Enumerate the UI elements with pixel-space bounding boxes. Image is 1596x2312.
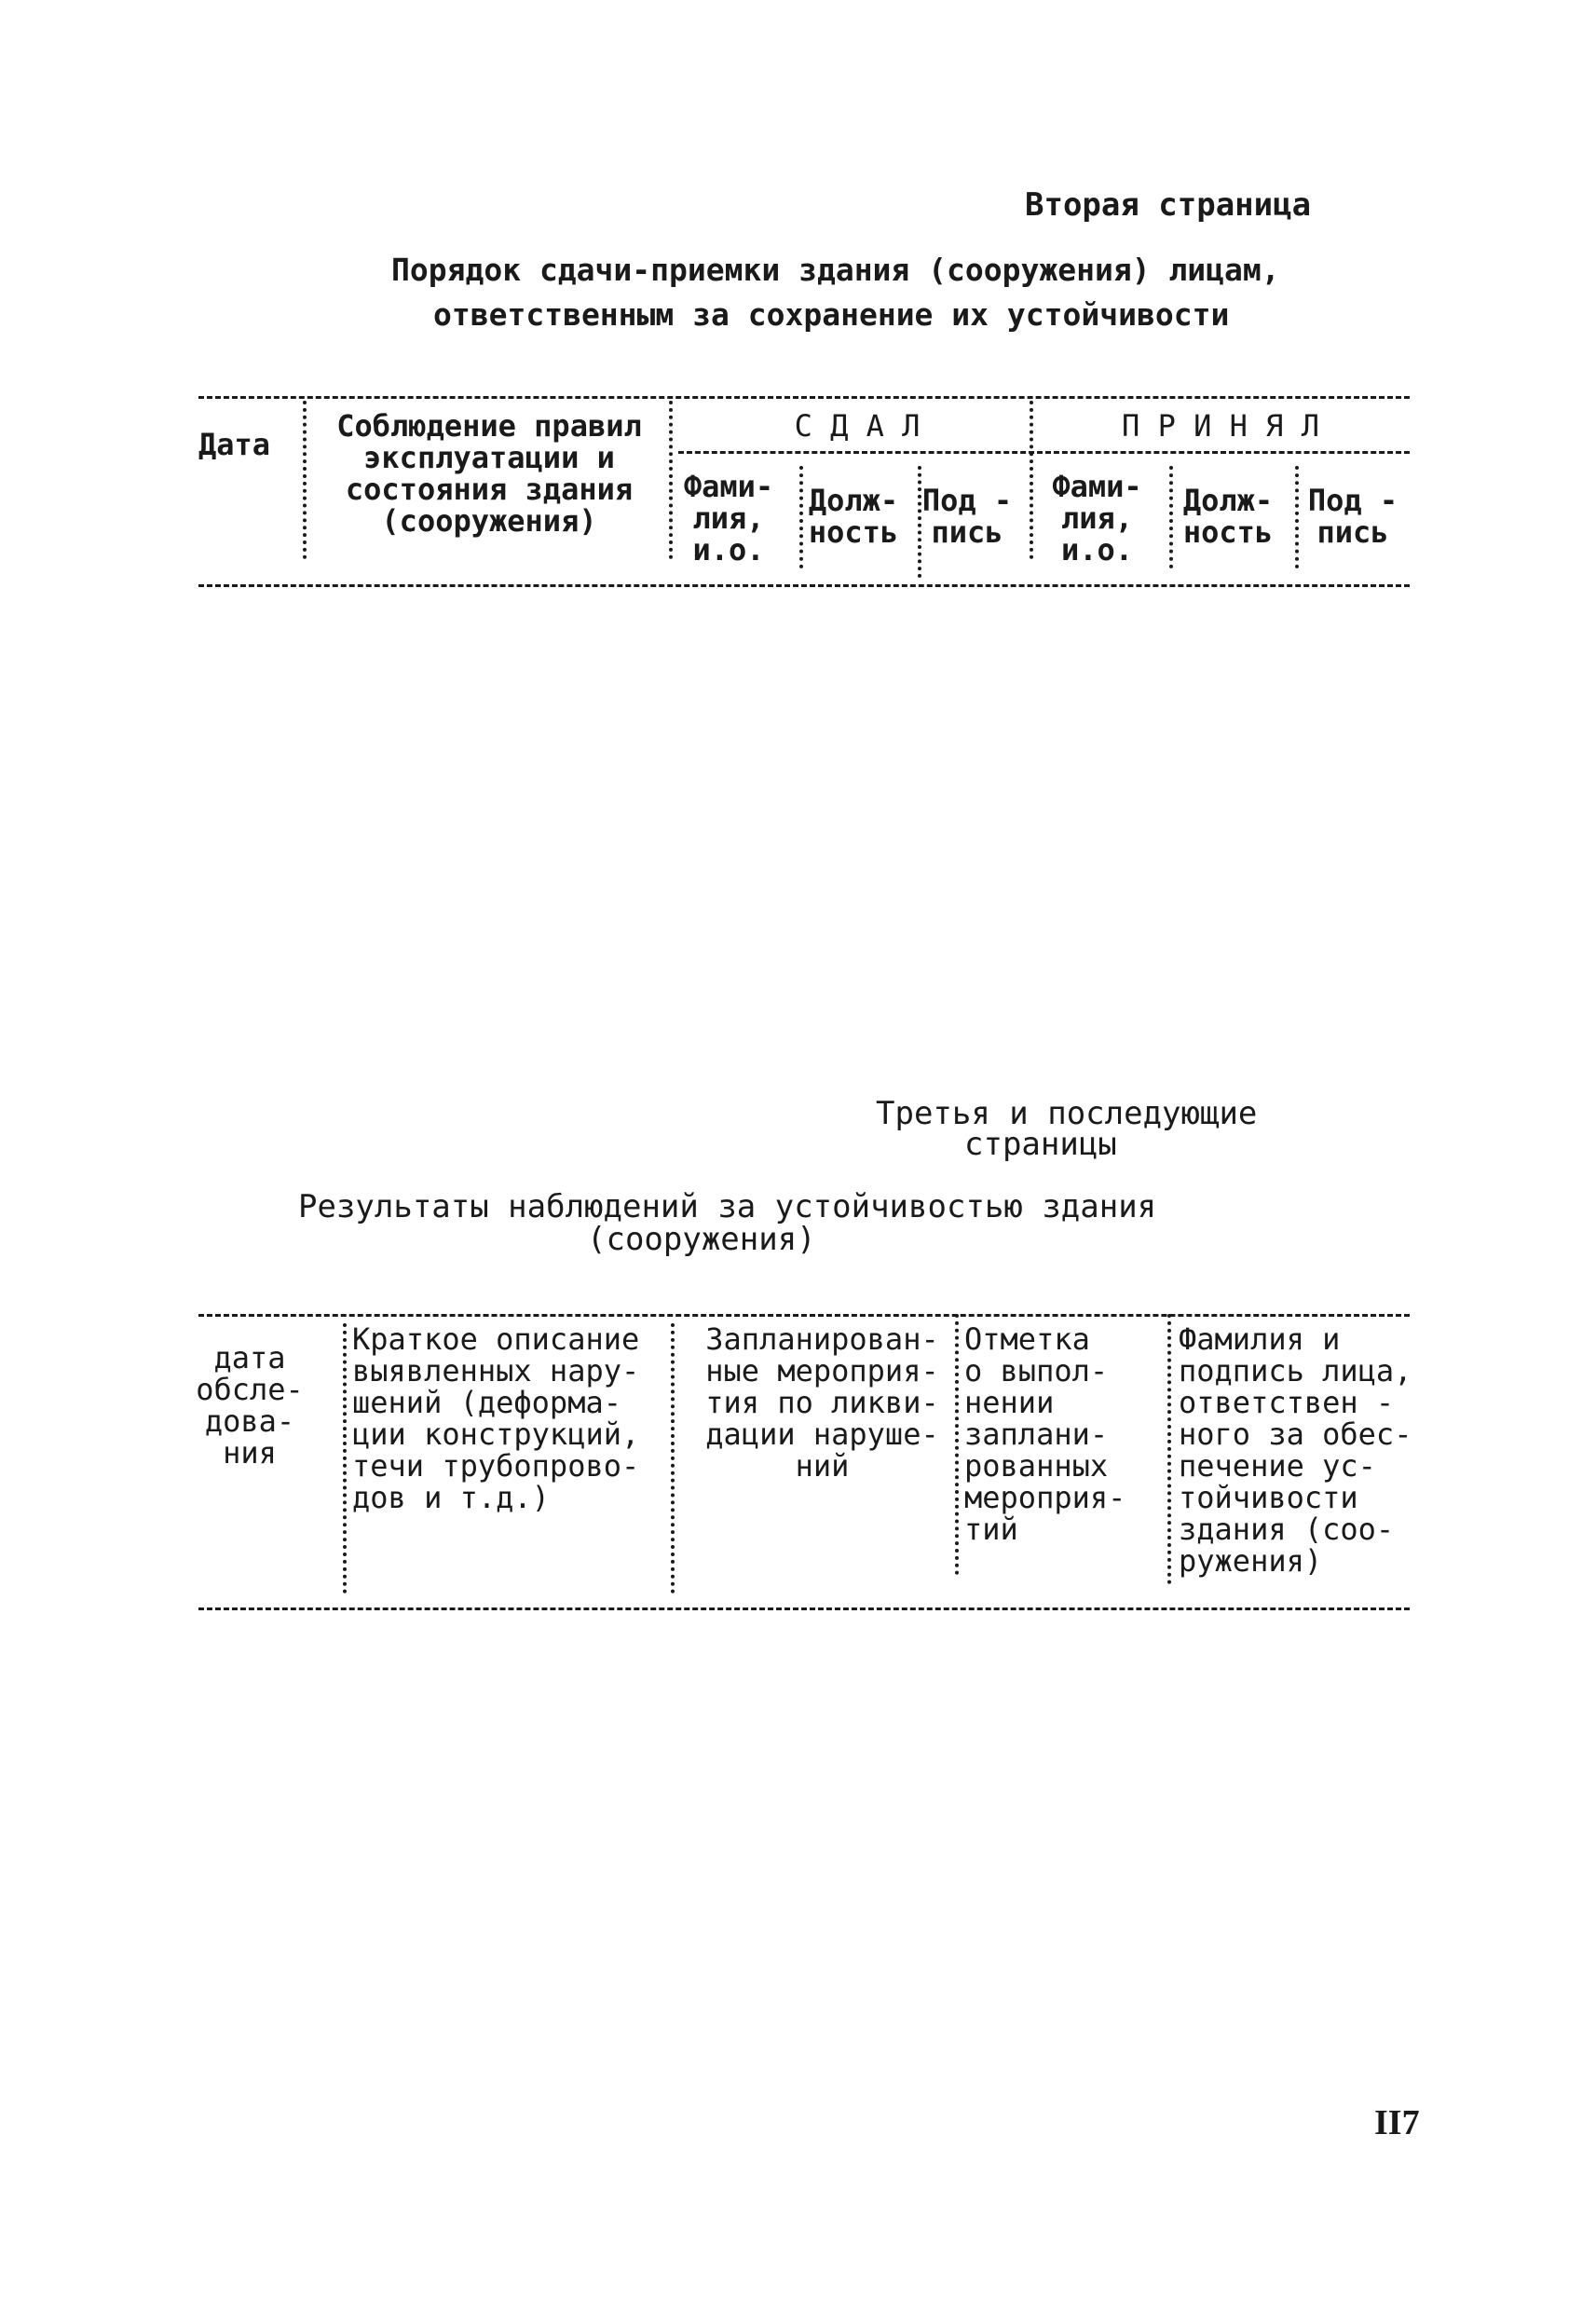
s1-group-rule: [678, 451, 1410, 454]
s1-sep-4: [918, 466, 921, 578]
section2-table-top-rule: [198, 1314, 1410, 1317]
s1-sep-1: [303, 401, 307, 559]
s2-col-description: Краткое описание выявленных нару- шений (деформа- ции конструкций, течи трубопрово- дов и т.д.): [352, 1321, 640, 1515]
s1-group-accepted: П Р И Н Я Л: [1122, 408, 1319, 444]
section2-header-line2: страницы: [964, 1126, 1117, 1163]
s1-accepted-name: Фами- лия, и.о.: [1052, 469, 1142, 568]
s1-accepted-position: Долж- ность: [1182, 483, 1274, 550]
section1-table-top-rule: [198, 396, 1410, 399]
s1-col-date: Дата: [198, 427, 271, 462]
s1-sep-7: [1295, 466, 1299, 568]
s2-col-date: дата обсле- дова- ния: [196, 1340, 304, 1471]
s2-col-planned: Запланирован- ные мероприя- тия по ликви- дации наруше- ний: [705, 1321, 939, 1484]
s2-sep-3: [955, 1314, 959, 1575]
section1-title-line1: Порядок сдачи-приемки здания (сооружения) лицам,: [391, 252, 1280, 288]
s2-sep-2: [671, 1323, 675, 1594]
section2-header-line1: Третья и последующие: [876, 1095, 1258, 1132]
s1-accepted-signature: Под - пись: [1307, 483, 1398, 550]
s2-sep-1: [343, 1323, 347, 1594]
page-header: Вторая страница: [1025, 186, 1312, 224]
section2-title-line1: Результаты наблюдений за устойчивостью здания: [298, 1188, 1157, 1225]
s2-col-completion: Отметка о выпол- нении заплани- рованных мероприя- тий: [964, 1321, 1126, 1547]
s1-sep-2: [669, 401, 673, 559]
s1-sep-5: [1030, 401, 1033, 559]
section1-title-line2: ответственным за сохранение их устойчивости: [433, 296, 1230, 333]
s1-handed-signature: Под - пись: [921, 483, 1013, 550]
s1-handed-name: Фами- лия, и.о.: [683, 469, 774, 568]
section1-table-bottom-rule: [198, 584, 1410, 587]
s2-col-responsible: Фамилия и подпись лица, ответствен - ного за обес- печение ус- тойчивости здания (соо- ружения): [1179, 1321, 1412, 1579]
s1-col-compliance: Соблюдение правил эксплуатации и состояния здания (сооружения): [336, 408, 642, 539]
s2-sep-4: [1167, 1314, 1171, 1584]
s1-group-handed: С Д А Л: [794, 408, 921, 444]
s1-sep-6: [1169, 466, 1173, 568]
section2-table-bottom-rule: [198, 1607, 1410, 1610]
s1-sep-3: [799, 466, 803, 568]
section2-title-line2: (сооружения): [587, 1221, 816, 1258]
s1-handed-position: Долж- ность: [808, 483, 899, 550]
page-number: II7: [1374, 2103, 1420, 2142]
